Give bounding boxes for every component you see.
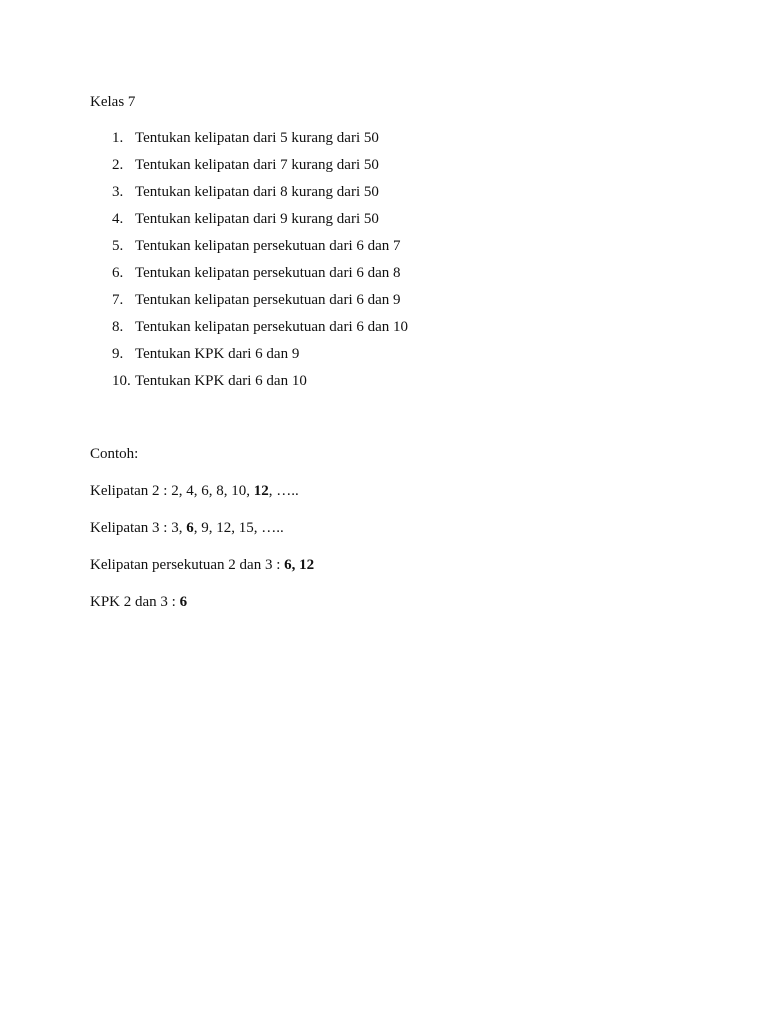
list-item (90, 156, 408, 183)
example-text: , 9, 12, 15, ….. (193, 520, 284, 536)
list-item (90, 264, 408, 291)
example-text: Kelipatan persekutuan 2 dan 3 : (90, 557, 285, 573)
example-multiples-of-3 (90, 519, 314, 537)
example-highlight: 6, 12 (284, 557, 315, 573)
list-item-text: Tentukan kelipatan persekutuan dari 6 dan 9 (135, 292, 401, 308)
example-text: KPK 2 dan 3 : (90, 594, 180, 610)
list-item (90, 372, 408, 399)
list-item-text: Tentukan kelipatan dari 7 kurang dari 50 (135, 157, 379, 173)
list-item-number: 3. (112, 184, 124, 200)
example-section (90, 445, 314, 630)
example-text: Kelipatan 2 : 2, 4, 6, 8, 10, (90, 483, 254, 499)
list-item-text: Tentukan kelipatan persekutuan dari 6 dan 8 (135, 265, 401, 281)
list-item-text: Tentukan kelipatan dari 9 kurang dari 50 (135, 211, 379, 227)
example-text: , ….. (268, 483, 299, 499)
list-item-number: 1. (112, 130, 124, 146)
list-item (90, 183, 408, 210)
list-item (90, 210, 408, 237)
list-item-text: Tentukan kelipatan dari 8 kurang dari 50 (135, 184, 379, 200)
example-highlight: 6 (179, 594, 188, 610)
list-item (90, 129, 408, 156)
list-item-number: 5. (112, 238, 124, 254)
list-item-text: Tentukan KPK dari 6 dan 10 (135, 373, 307, 389)
list-item-number: 6. (112, 265, 124, 281)
example-label: Contoh: (90, 446, 139, 462)
list-item-number: 10. (112, 373, 131, 389)
example-highlight: 6 (186, 520, 194, 536)
list-item-number: 4. (112, 211, 124, 227)
example-highlight: 12 (253, 483, 269, 499)
list-item (90, 291, 408, 318)
list-item-text: Tentukan KPK dari 6 dan 9 (135, 346, 300, 362)
list-item-number: 9. (112, 346, 124, 362)
list-item-text: Tentukan kelipatan persekutuan dari 6 dan 10 (135, 319, 409, 335)
list-item-number: 7. (112, 292, 124, 308)
example-text: Kelipatan 3 : 3, (90, 520, 187, 536)
list-item (90, 345, 408, 372)
list-item (90, 237, 408, 264)
list-item-text: Tentukan kelipatan persekutuan dari 6 dan 7 (135, 238, 401, 254)
example-multiples-of-2 (90, 482, 314, 500)
list-item-number: 2. (112, 157, 124, 173)
list-item (90, 318, 408, 345)
list-item-number: 8. (112, 319, 124, 335)
example-common-multiples (90, 556, 314, 574)
list-item-text: Tentukan kelipatan dari 5 kurang dari 50 (135, 130, 379, 146)
document-heading: Kelas 7 (90, 94, 136, 110)
example-lcm (90, 593, 314, 611)
task-list (90, 129, 408, 399)
